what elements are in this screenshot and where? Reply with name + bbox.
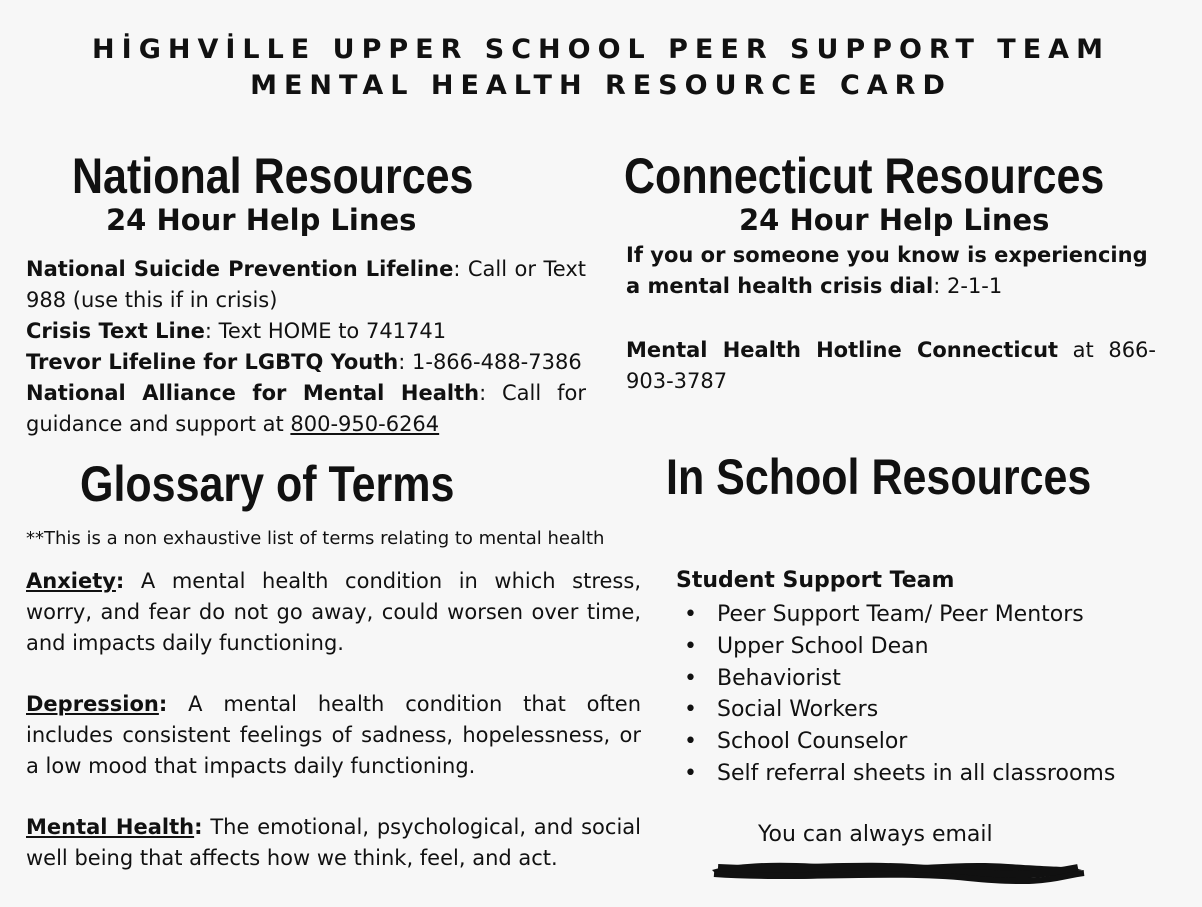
card-title-line-1: HİGHVİLLE UPPER SCHOOL PEER SUPPORT TEAM [92,34,1110,65]
national-resources-list [26,254,586,440]
nami-details: : Call for guidance and support at [26,381,586,436]
term-definition: A mental health condition in which stress, worry, and fear do not go away, could worsen over time, and impacts daily functioning. [26,569,641,655]
connecticut-24-hour-subheading: 24 Hour Help Lines [739,203,1050,237]
glossary-note: **This is a non exhaustive list of terms relating to mental health [26,528,605,549]
glossary-term-mental-health [26,812,641,874]
connecticut-crisis-prompt: If you or someone you know is experiencing a mental health crisis dial [626,243,1148,298]
list-item: • Social Workers [676,694,1176,726]
national-24-hour-subheading: 24 Hour Help Lines [106,203,417,237]
nami-entry [26,378,586,440]
trevor-lifeline-entry [26,347,586,378]
crisis-text-line-details: : Text HOME to 741741 [204,319,447,343]
term-colon: : [194,815,203,839]
glossary-term-depression [26,689,641,782]
in-school-resource-list [676,599,1176,790]
connecticut-crisis-number: : 2-1-1 [933,274,1003,298]
trevor-lifeline-details: : 1-866-488-7386 [398,350,582,374]
national-resources-heading: National Resources [72,148,474,204]
national-lifeline-entry [26,254,586,316]
glossary-term-anxiety [26,566,641,659]
connecticut-resources-heading: Connecticut Resources [624,148,1105,204]
connecticut-hotline-name: Mental Health Hotline Connecticut [626,338,1059,362]
nami-phone: 800-950-6264 [290,412,440,436]
list-item: • School Counselor [676,726,1176,758]
crisis-text-line-name: Crisis Text Line [26,319,205,343]
term-definition: A mental health condition that often includes consistent feelings of sadness, hopelessness, or a low mood that impacts daily functioning. [26,692,641,778]
student-support-team-label: Student Support Team [676,568,955,593]
nami-name: National Alliance for Mental Health [26,381,480,405]
connecticut-hotline-details: at 866-903-3787 [626,338,1156,393]
list-item: • Self referral sheets in all classrooms [676,758,1176,790]
list-item: • Behaviorist [676,663,1176,695]
card-title-line-2: MENTAL HEALTH RESOURCE CARD [250,70,952,101]
term-label: Anxiety [26,569,116,593]
connecticut-crisis-entry [626,240,1156,302]
glossary-heading: Glossary of Terms [80,456,455,512]
redacted-email-scribble [708,856,1086,884]
email-prompt: You can always email [758,822,993,847]
list-item: • Peer Support Team/ Peer Mentors [676,599,1176,631]
term-definition: The emotional, psychological, and social well being that affects how we think, feel, and act. [26,815,641,870]
in-school-resources-heading: In School Resources [666,449,1092,505]
trevor-lifeline-name: Trevor Lifeline for LGBTQ Youth [26,350,399,374]
lifeline-details: : Call or Text 988 (use this if in crisis) [26,257,586,312]
connecticut-hotline-entry [626,335,1156,397]
term-colon: : [158,692,168,716]
term-label: Mental Health [26,815,195,839]
list-item: • Upper School Dean [676,631,1176,663]
crisis-text-line-entry [26,316,586,347]
term-colon: : [115,569,125,593]
lifeline-name: National Suicide Prevention Lifeline [26,257,454,281]
term-label: Depression [26,692,159,716]
